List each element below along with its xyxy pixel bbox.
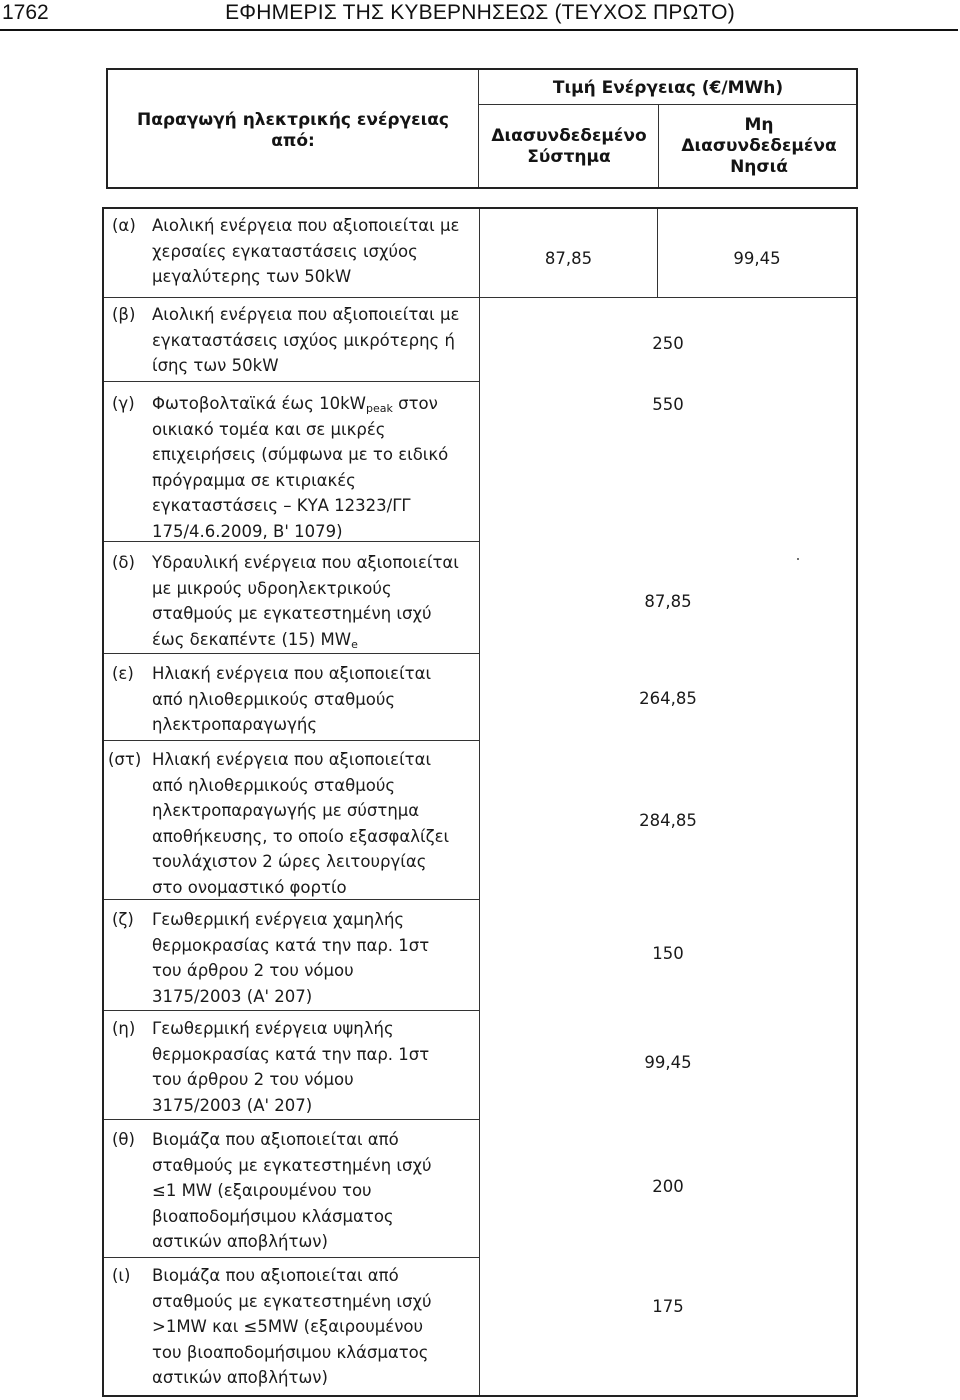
column-divider <box>479 209 480 1395</box>
table-row <box>104 747 476 899</box>
tariff-table <box>102 207 858 1397</box>
row-description-last: έως δεκαπέντε (15) MW <box>152 629 352 649</box>
row-description-after: στον <box>392 394 438 413</box>
row-description-first: Φωτοβολταϊκά έως 10kW <box>152 394 366 413</box>
table-row <box>104 302 476 382</box>
energy-price-title: Τιμή Ενέργειας (€/MWh) <box>552 78 784 98</box>
scan-speck <box>797 558 799 560</box>
row-divider <box>104 297 479 298</box>
row-description-subscript: peak <box>366 402 393 415</box>
row-description <box>152 550 472 652</box>
row-divider <box>479 297 856 298</box>
row-description: Βιομάζα που αξιοποιείται από σταθμούς με εγκατεστημένη ισχύ >1MW και ≤5MW (εξαιρουμένου του βιοαποδομήσιμου κλάσματος αστικών αποβλήτων) <box>152 1266 432 1387</box>
row-description: Βιομάζα που αξιοποιείται από σταθμούς με εγκατεστημένη ισχύ ≤1 MW (εξαιρουμένου του βιοαποδομήσιμου κλάσματος αστικών αποβλήτων) <box>152 1130 432 1251</box>
row-description: Γεωθερμική ενέργεια χαμηλής θερμοκρασίας κατά την παρ. 1στ του άρθρου 2 του νόμου 3175/2003 (Α' 207) <box>152 910 430 1006</box>
table-row <box>104 1263 476 1393</box>
table-row <box>104 1016 476 1120</box>
row-description-rest: οικιακό τομέα και σε μικρές επιχειρήσεις (σύμφωνα με το ειδικό πρόγραμμα σε κτιριακές εγκαταστάσεις – ΚΥΑ 12323/ΓΓ 175/4.6.2009, Β' 1079) <box>152 419 449 541</box>
row-description: Γεωθερμική ενέργεια υψηλής θερμοκρασίας κατά την παρ. 1στ του άρθρου 2 του νόμου 3175/2003 (Α' 207) <box>152 1019 430 1115</box>
header-rule <box>0 29 958 31</box>
row-description-subscript: e <box>351 637 358 651</box>
row-divider <box>104 1257 479 1258</box>
price-value: 150 <box>652 944 684 963</box>
page-number: 1762 <box>2 1 49 24</box>
row-label: (η) <box>112 1019 136 1038</box>
tariff-table-header <box>106 68 858 189</box>
row-label: (ε) <box>112 664 134 683</box>
row-description: Αιολική ενέργεια που αξιοποιείται με χερσαίες εγκαταστάσεις ισχύος μεγαλύτερης των 50kW <box>152 216 460 286</box>
row-description: Αιολική ενέργεια που αξιοποιείται με εγκαταστάσεις ισχύος μικρότερης ή ίσης των 50kW <box>152 305 460 375</box>
row-label: (ζ) <box>112 910 134 929</box>
table-row <box>104 1127 476 1257</box>
page-header <box>0 0 960 30</box>
row-description <box>152 391 472 544</box>
price-value: 250 <box>652 334 684 353</box>
production-column-title: Παραγωγή ηλεκτρικής ενέργειας από: <box>136 110 450 151</box>
price-value: 200 <box>652 1177 684 1196</box>
gazette-title: ΕΦΗΜΕΡΙΣ ΤΗΣ ΚΥΒΕΡΝΗΣΕΩΣ (ΤΕΥΧΟΣ ΠΡΩΤΟ) <box>225 1 735 24</box>
price-value: 87,85 <box>644 592 692 611</box>
non-connected-islands-title: Μη Διασυνδεδεμένα Νησιά <box>681 115 837 177</box>
table-row <box>104 550 476 654</box>
row-label: (β) <box>112 305 136 324</box>
table-row <box>104 391 476 541</box>
non-connected-price-value: 99,45 <box>733 249 781 268</box>
connected-system-title: Διασυνδεδεμένο Σύστημα <box>491 126 647 167</box>
row-label: (γ) <box>112 394 135 413</box>
row-label: (στ) <box>108 750 142 769</box>
row-label: (ι) <box>112 1266 131 1285</box>
price-value: 284,85 <box>639 811 697 830</box>
row-label: (θ) <box>112 1130 135 1149</box>
price-value: 175 <box>652 1297 684 1316</box>
table-row <box>104 661 476 741</box>
table-row <box>104 907 476 1011</box>
row-label: (α) <box>112 216 136 235</box>
price-value: 550 <box>652 395 684 414</box>
table-row <box>104 213 476 297</box>
header-divider <box>658 104 659 187</box>
row-description-rest: Υδραυλική ενέργεια που αξιοποιείται με μικρούς υδροηλεκτρικούς σταθμούς με εγκατεστημένη ισχύ <box>152 553 459 623</box>
header-divider <box>478 104 856 105</box>
row-description: Ηλιακή ενέργεια που αξιοποιείται από ηλιοθερμικούς σταθμούς ηλεκτροπαραγωγής με σύστημα αποθήκευσης, το οποίο εξασφαλίζει τουλάχιστον 2 ώρες λειτουργίας στο ονομαστικό φορτίο <box>152 750 450 897</box>
connected-price-value: 87,85 <box>544 249 593 268</box>
price-value: 99,45 <box>644 1053 692 1072</box>
price-value: 264,85 <box>639 689 697 708</box>
row-description: Ηλιακή ενέργεια που αξιοποιείται από ηλιοθερμικούς σταθμούς ηλεκτροπαραγωγής <box>152 664 432 734</box>
row-label: (δ) <box>112 553 135 572</box>
